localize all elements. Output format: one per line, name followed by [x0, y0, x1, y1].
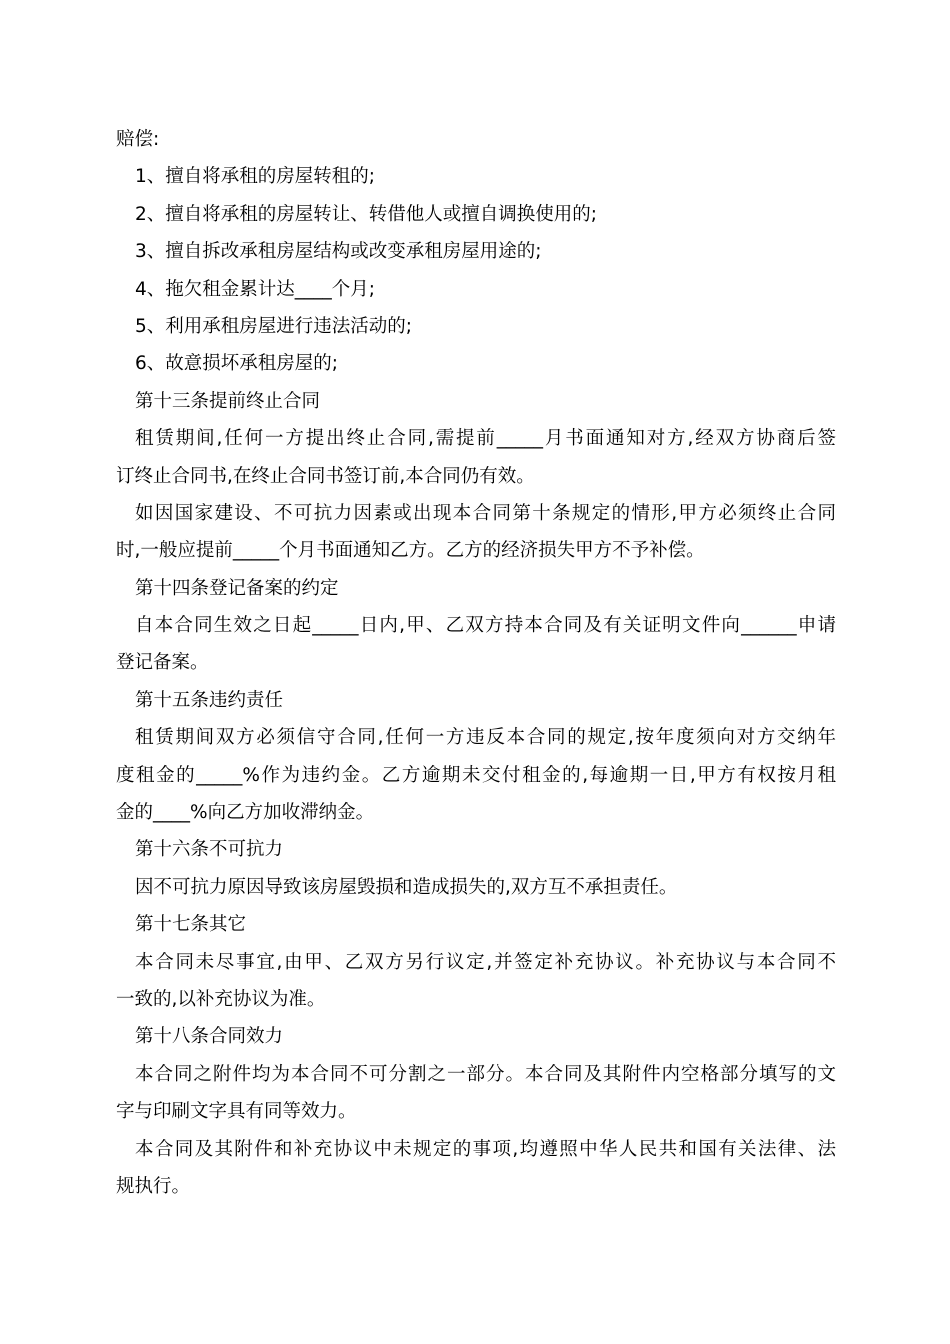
document-line: 租赁期间,任何一方提出终止合同,需提前_____月书面通知对方,经双方协商后签 [135, 428, 836, 450]
document-line: 2、擅自将承租的房屋转让、转借他人或擅自调换使用的; [135, 203, 598, 225]
document-line: 第十八条合同效力 [135, 1026, 284, 1048]
document-line: 时,一般应提前_____个月书面通知乙方。乙方的经济损失甲方不予补偿。 [116, 540, 705, 562]
document-body [116, 121, 836, 1205]
document-line: 本合同及其附件和补充协议中未规定的事项,均遵照中华人民共和国有关法律、法 [135, 1138, 836, 1160]
document-line: 第十七条其它 [135, 914, 247, 936]
document-line: 一致的,以补充协议为准。 [116, 988, 326, 1010]
document-line: 规执行。 [116, 1175, 191, 1197]
document-line: 第十六条不可抗力 [135, 839, 284, 861]
document-line: 第十三条提前终止合同 [135, 390, 321, 412]
document-line: 1、擅自将承租的房屋转租的; [135, 166, 376, 188]
document-line: 订终止合同书,在终止合同书签订前,本合同仍有效。 [116, 465, 535, 487]
document-line: 如因国家建设、不可抗力因素或出现本合同第十条规定的情形,甲方必须终止合同 [135, 502, 836, 524]
document-line: 金的____%向乙方加收滞纳金。 [116, 802, 375, 824]
document-line: 3、擅自拆改承租房屋结构或改变承租房屋用途的; [135, 241, 542, 263]
document-line: 自本合同生效之日起_____日内,甲、乙双方持本合同及有关证明文件向______申请 [135, 615, 836, 637]
document-line: 5、利用承租房屋进行违法活动的; [135, 315, 413, 337]
document-line: 4、拖欠租金累计达____个月; [135, 278, 376, 300]
document-line: 第十四条登记备案的约定 [135, 577, 339, 599]
document-line: 6、故意损坏承租房屋的; [135, 353, 339, 375]
document-line: 度租金的_____%作为违约金。乙方逾期未交付租金的,每逾期一日,甲方有权按月租 [116, 764, 836, 786]
document-line: 字与印刷文字具有同等效力。 [116, 1101, 357, 1123]
document-line: 因不可抗力原因导致该房屋毁损和造成损失的,双方互不承担责任。 [135, 876, 678, 898]
document-line: 登记备案。 [116, 652, 209, 674]
document-line: 赔偿: [116, 129, 160, 150]
document-line: 本合同之附件均为本合同不可分割之一部分。本合同及其附件内空格部分填写的文 [135, 1063, 836, 1085]
document-line: 租赁期间双方必须信守合同,任何一方违反本合同的规定,按年度须向对方交纳年 [135, 727, 836, 749]
document-line: 第十五条违约责任 [135, 689, 284, 711]
document-line: 本合同未尽事宜,由甲、乙双方另行议定,并签定补充协议。补充协议与本合同不 [135, 951, 836, 973]
